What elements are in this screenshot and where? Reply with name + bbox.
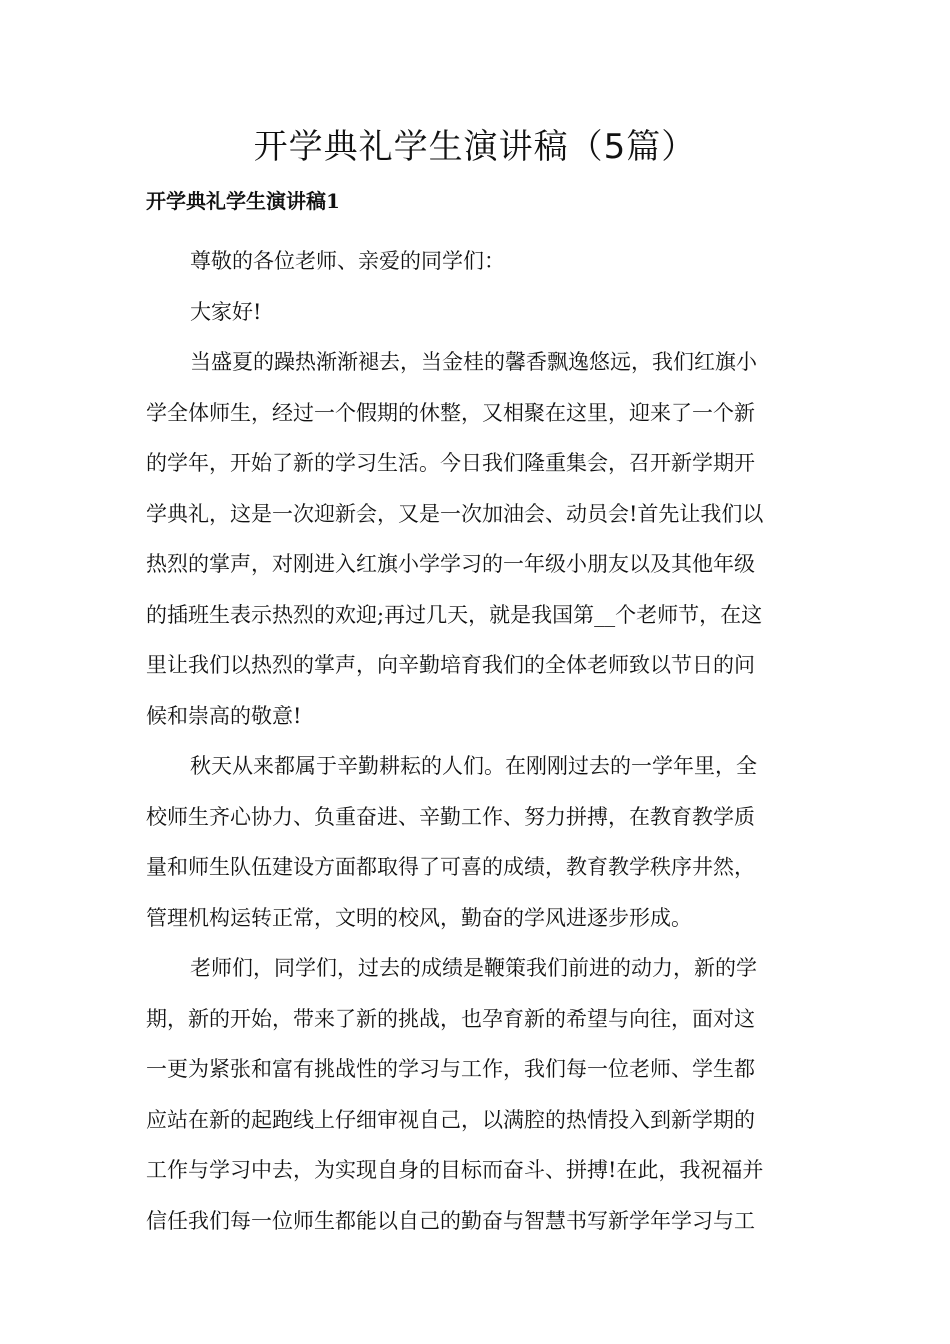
paragraph-2-line: 秋天从来都属于辛勤耕耘的人们。在刚刚过去的一学年里，全: [190, 754, 757, 778]
paragraph-2-line: 校师生齐心协力、负重奋进、辛勤工作、努力拼搏，在教育教学质: [146, 804, 755, 829]
paragraph-3-line: 工作与学习中去，为实现自身的目标而奋斗、拼搏!在此，我祝福并: [146, 1158, 764, 1182]
paragraph-1-line: 里让我们以热烈的掌声，向辛勤培育我们的全体老师致以节日的问: [146, 653, 755, 677]
paragraph-3-line: 应站在新的起跑线上仔细审视自己，以满腔的热情投入到新学期的: [146, 1107, 755, 1132]
speech-body: [146, 236, 806, 1246]
salutation: 尊敬的各位老师、亲爱的同学们：: [190, 249, 505, 273]
paragraph-3-line: 信任我们每一位师生都能以自己的勤奋与智慧书写新学年学习与工: [146, 1208, 755, 1233]
paragraph-1-line: 候和崇高的敬意!: [146, 703, 302, 728]
paragraph-3-line: 老师们，同学们，过去的成绩是鞭策我们前进的动力，新的学: [190, 956, 757, 980]
paragraph-1-line: 学全体师生，经过一个假期的休整，又相聚在这里，迎来了一个新: [146, 400, 755, 425]
greeting: 大家好!: [190, 299, 262, 324]
paragraph-1-line: 热烈的掌声，对刚进入红旗小学学习的一年级小朋友以及其他年级: [146, 552, 755, 576]
paragraph-3-line: 期，新的开始，带来了新的挑战，也孕育新的希望与向往，面对这: [146, 1006, 755, 1031]
paragraph-1-line: 的学年，开始了新的学习生活。今日我们隆重集会，召开新学期开: [146, 451, 755, 475]
document-title: 开学典礼学生演讲稿（5篇）: [253, 127, 697, 167]
paragraph-1-line: 学典礼，这是一次迎新会，又是一次加油会、动员会!首先让我们以: [146, 501, 764, 526]
paragraph-2-line: 管理机构运转正常，文明的校风，勤奋的学风进逐步形成。: [146, 905, 692, 930]
paragraph-3-line: 一更为紧张和富有挑战性的学习与工作，我们每一位老师、学生都: [146, 1057, 755, 1081]
paragraph-1-line: 当盛夏的躁热渐渐褪去，当金桂的馨香飘逸悠远，我们红旗小: [190, 350, 757, 374]
section-heading: 开学典礼学生演讲稿1: [146, 189, 340, 213]
paragraph-2-line: 量和师生队伍建设方面都取得了可喜的成绩，教育教学秩序井然，: [146, 855, 755, 879]
paragraph-1-line: 的插班生表示热烈的欢迎;再过几天，就是我国第__个老师节，在这: [146, 602, 763, 627]
